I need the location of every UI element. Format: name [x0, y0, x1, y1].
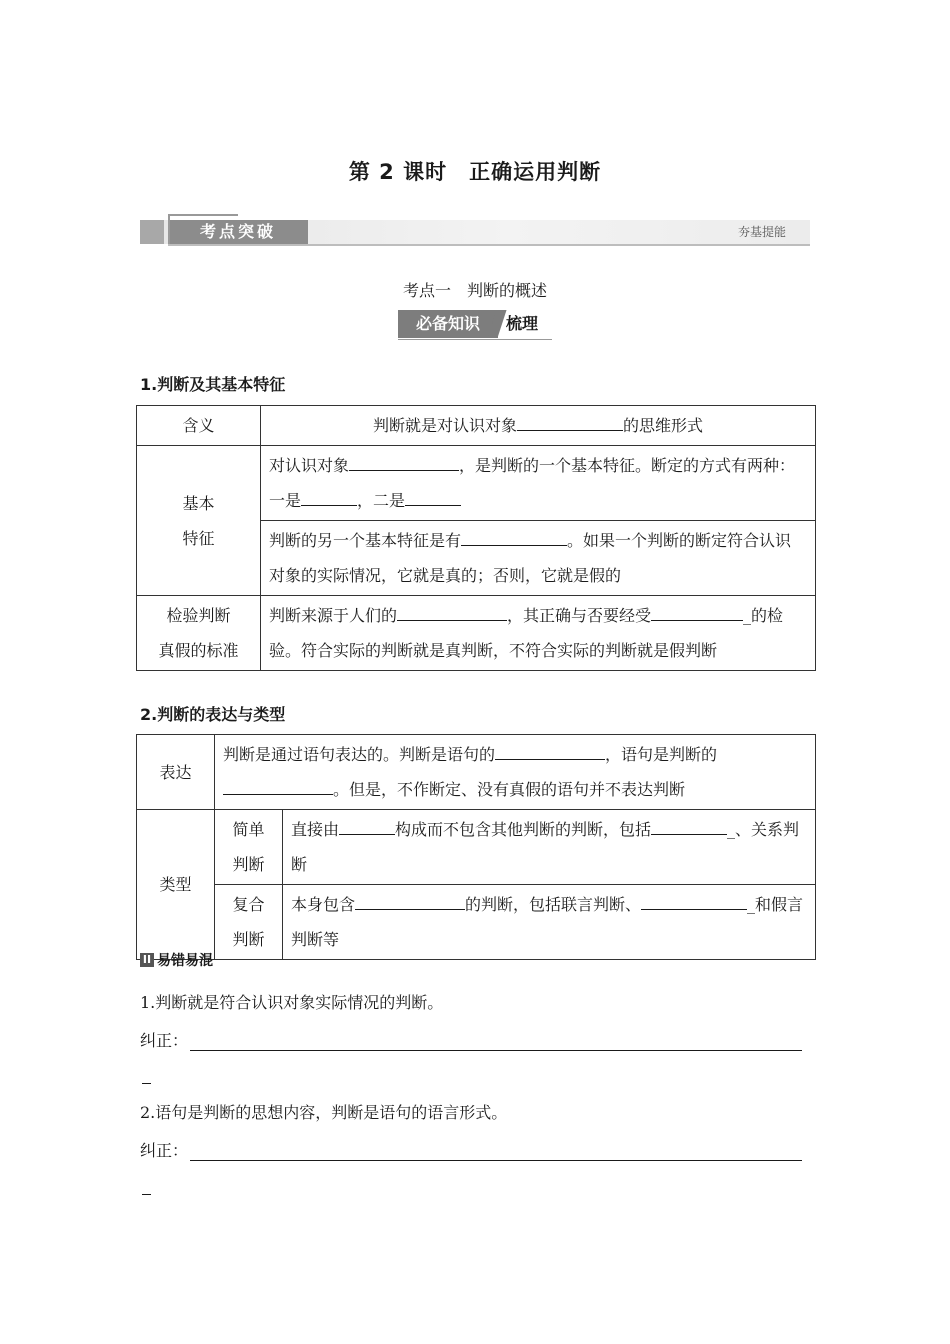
answer-blank[interactable] [517, 412, 623, 431]
simple-label: 简单 判断 [215, 810, 283, 885]
judgment-types-table [136, 734, 816, 960]
row-label-expression: 表达 [137, 735, 215, 810]
knowledge-badge [398, 310, 552, 338]
page-title: 第 2 课时 正确运用判断 [348, 160, 602, 184]
banner-right-label: 夯基提能 [737, 225, 786, 239]
answer-blank[interactable] [405, 487, 461, 506]
compound-cell: 本身包含 的判断，包括联言判断、 _和假言判断等 [283, 885, 816, 960]
meaning-cell: 判断就是对认识对象 的思维形式 [261, 406, 816, 446]
table-row [137, 596, 816, 671]
answer-blank[interactable] [461, 527, 567, 546]
table-row [137, 446, 816, 521]
judgment-features-table [136, 405, 816, 671]
errors-heading: II 易错易混 [140, 950, 213, 970]
answer-blank[interactable] [397, 602, 507, 621]
part1-heading: 1.判断及其基本特征 [140, 375, 286, 394]
banner-tab: 考点突破 [168, 220, 308, 244]
row-label-feature: 基本 特征 [137, 446, 261, 596]
answer-blank[interactable] [301, 487, 357, 506]
correction-line-2: 纠正： [140, 1138, 802, 1161]
row-label-type: 类型 [137, 810, 215, 960]
row-label-meaning: 含义 [137, 406, 261, 446]
part2-heading: 2.判断的表达与类型 [140, 705, 286, 724]
compound-label: 复合 判断 [215, 885, 283, 960]
table-row [137, 735, 816, 810]
answer-blank[interactable] [641, 891, 747, 910]
correction-tail-2 [142, 1193, 151, 1195]
answer-blank[interactable] [651, 602, 743, 621]
correction-input-2[interactable] [190, 1142, 802, 1161]
error-item-2: 2.语句是判断的思想内容，判断是语句的语言形式。 [140, 1103, 508, 1122]
section-banner [140, 214, 810, 246]
correction-tail-1 [142, 1082, 151, 1084]
answer-blank[interactable] [223, 776, 333, 795]
section-title: 考点一 判断的概述 [402, 281, 547, 300]
expression-cell: 判断是通过语句表达的。判断是语句的 ，语句是判断的。但是，不作断定、没有真假的语句并不表达判断 [215, 735, 816, 810]
badge-right: 梳理 [506, 314, 539, 333]
simple-cell: 直接由 构成而不包含其他判断的判断，包括 _、关系判断 [283, 810, 816, 885]
answer-blank[interactable] [339, 816, 395, 835]
correction-input-1[interactable] [190, 1032, 802, 1051]
feature-cell-1: 对认识对象 ，是判断的一个基本特征。断定的方式有两种：一是 ，二是 [261, 446, 816, 521]
table-row [137, 406, 816, 446]
section-marker-icon: II [140, 953, 154, 967]
answer-blank[interactable] [355, 891, 465, 910]
error-item-1: 1.判断就是符合认识对象实际情况的判断。 [140, 993, 444, 1012]
answer-blank[interactable] [495, 741, 605, 760]
answer-blank[interactable] [651, 816, 727, 835]
answer-blank[interactable] [349, 452, 459, 471]
table-row [137, 885, 816, 960]
table-row [137, 810, 816, 885]
check-cell: 判断来源于人们的 ，其正确与否要经受 _的检验。符合实际的判断就是真判断，不符合实际的判断就是假判断 [261, 596, 816, 671]
badge-left: 必备知识 [398, 310, 498, 338]
row-label-check: 检验判断 真假的标准 [137, 596, 261, 671]
feature-cell-2: 判断的另一个基本特征是有 。如果一个判断的断定符合认识对象的实际情况，它就是真的；否则，它就是假的 [261, 521, 816, 596]
correction-line-1: 纠正： [140, 1028, 802, 1051]
